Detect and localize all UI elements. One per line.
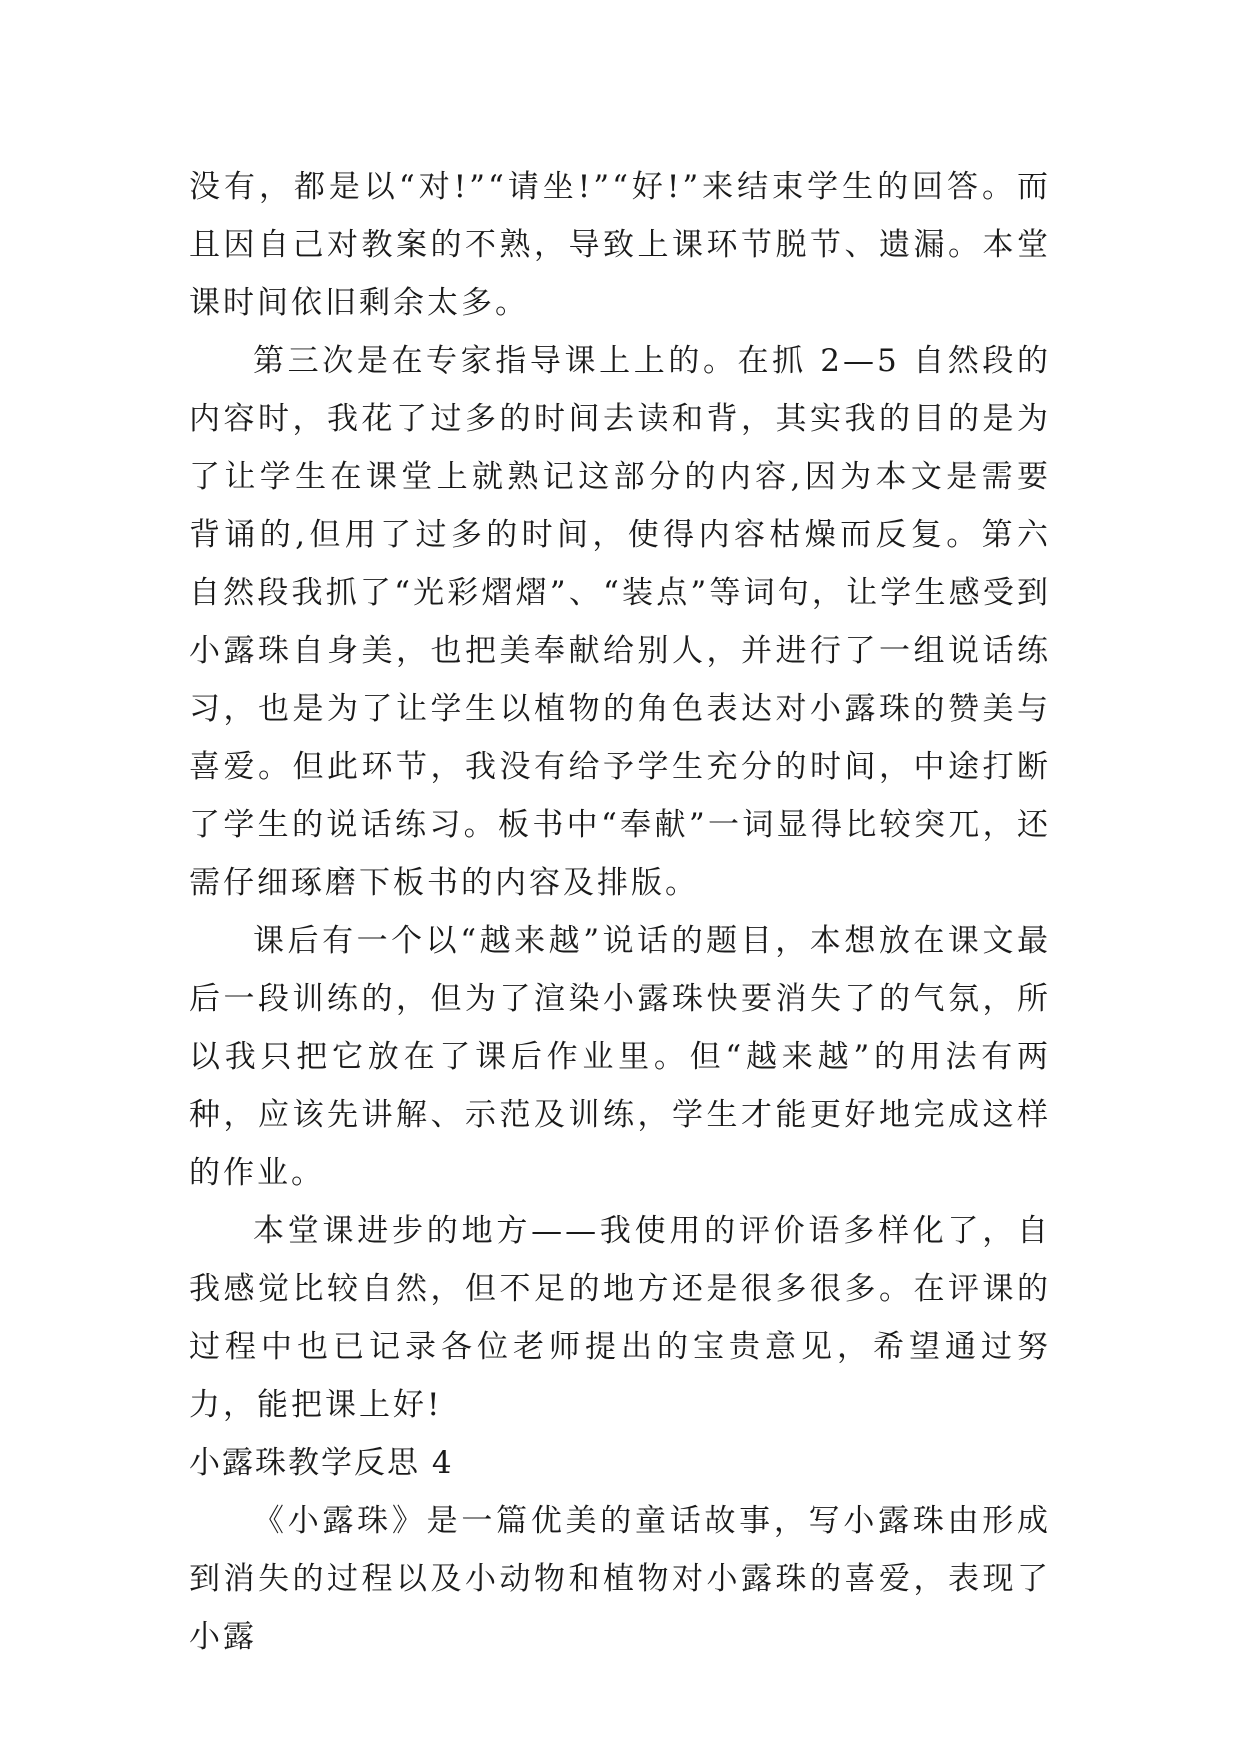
paragraph-5: 《小露珠》是一篇优美的童话故事，写小露珠由形成到消失的过程以及小动物和植物对小露珠的喜爱，表现了小露: [189, 1503, 1051, 1655]
paragraph-2: 第三次是在专家指导课上上的。在抓 2—5 自然段的内容时，我花了过多的时间去读和背，其实我的目的是为了让学生在课堂上就熟记这部分的内容,因为本文是需要背诵的,但用了过多的时间，使得内容枯燥而反复。第六自然段我抓了“光彩熠熠”、“装点”等词句，让学生感受到小露珠自身美，也把美奉献给别人，并进行了一组说话练习，也是为了让学生以植物的角色表达对小露珠的赞美与喜爱。但此环节，我没有给予学生充分的时间，中途打断了学生的说话练习。板书中“奉献”一词显得比较突兀，还需仔细琢磨下板书的内容及排版。: [189, 343, 1051, 901]
section-heading: 小露珠教学反思 4: [189, 1445, 454, 1481]
document-body: [189, 158, 1051, 1666]
paragraph-3: 课后有一个以“越来越”说话的题目，本想放在课文最后一段训练的，但为了渲染小露珠快要消失了的气氛，所以我只把它放在了课后作业里。但“越来越”的用法有两种，应该先讲解、示范及训练，学生才能更好地完成这样的作业。: [189, 923, 1051, 1191]
paragraph-4: 本堂课进步的地方——我使用的评价语多样化了，自我感觉比较自然，但不足的地方还是很多很多。在评课的过程中也已记录各位老师提出的宝贵意见，希望通过努力，能把课上好!: [189, 1213, 1051, 1423]
paragraph-1: 没有，都是以“对!”“请坐!”“好!”来结束学生的回答。而且因自己对教案的不熟，导致上课环节脱节、遗漏。本堂课时间依旧剩余太多。: [189, 169, 1051, 321]
